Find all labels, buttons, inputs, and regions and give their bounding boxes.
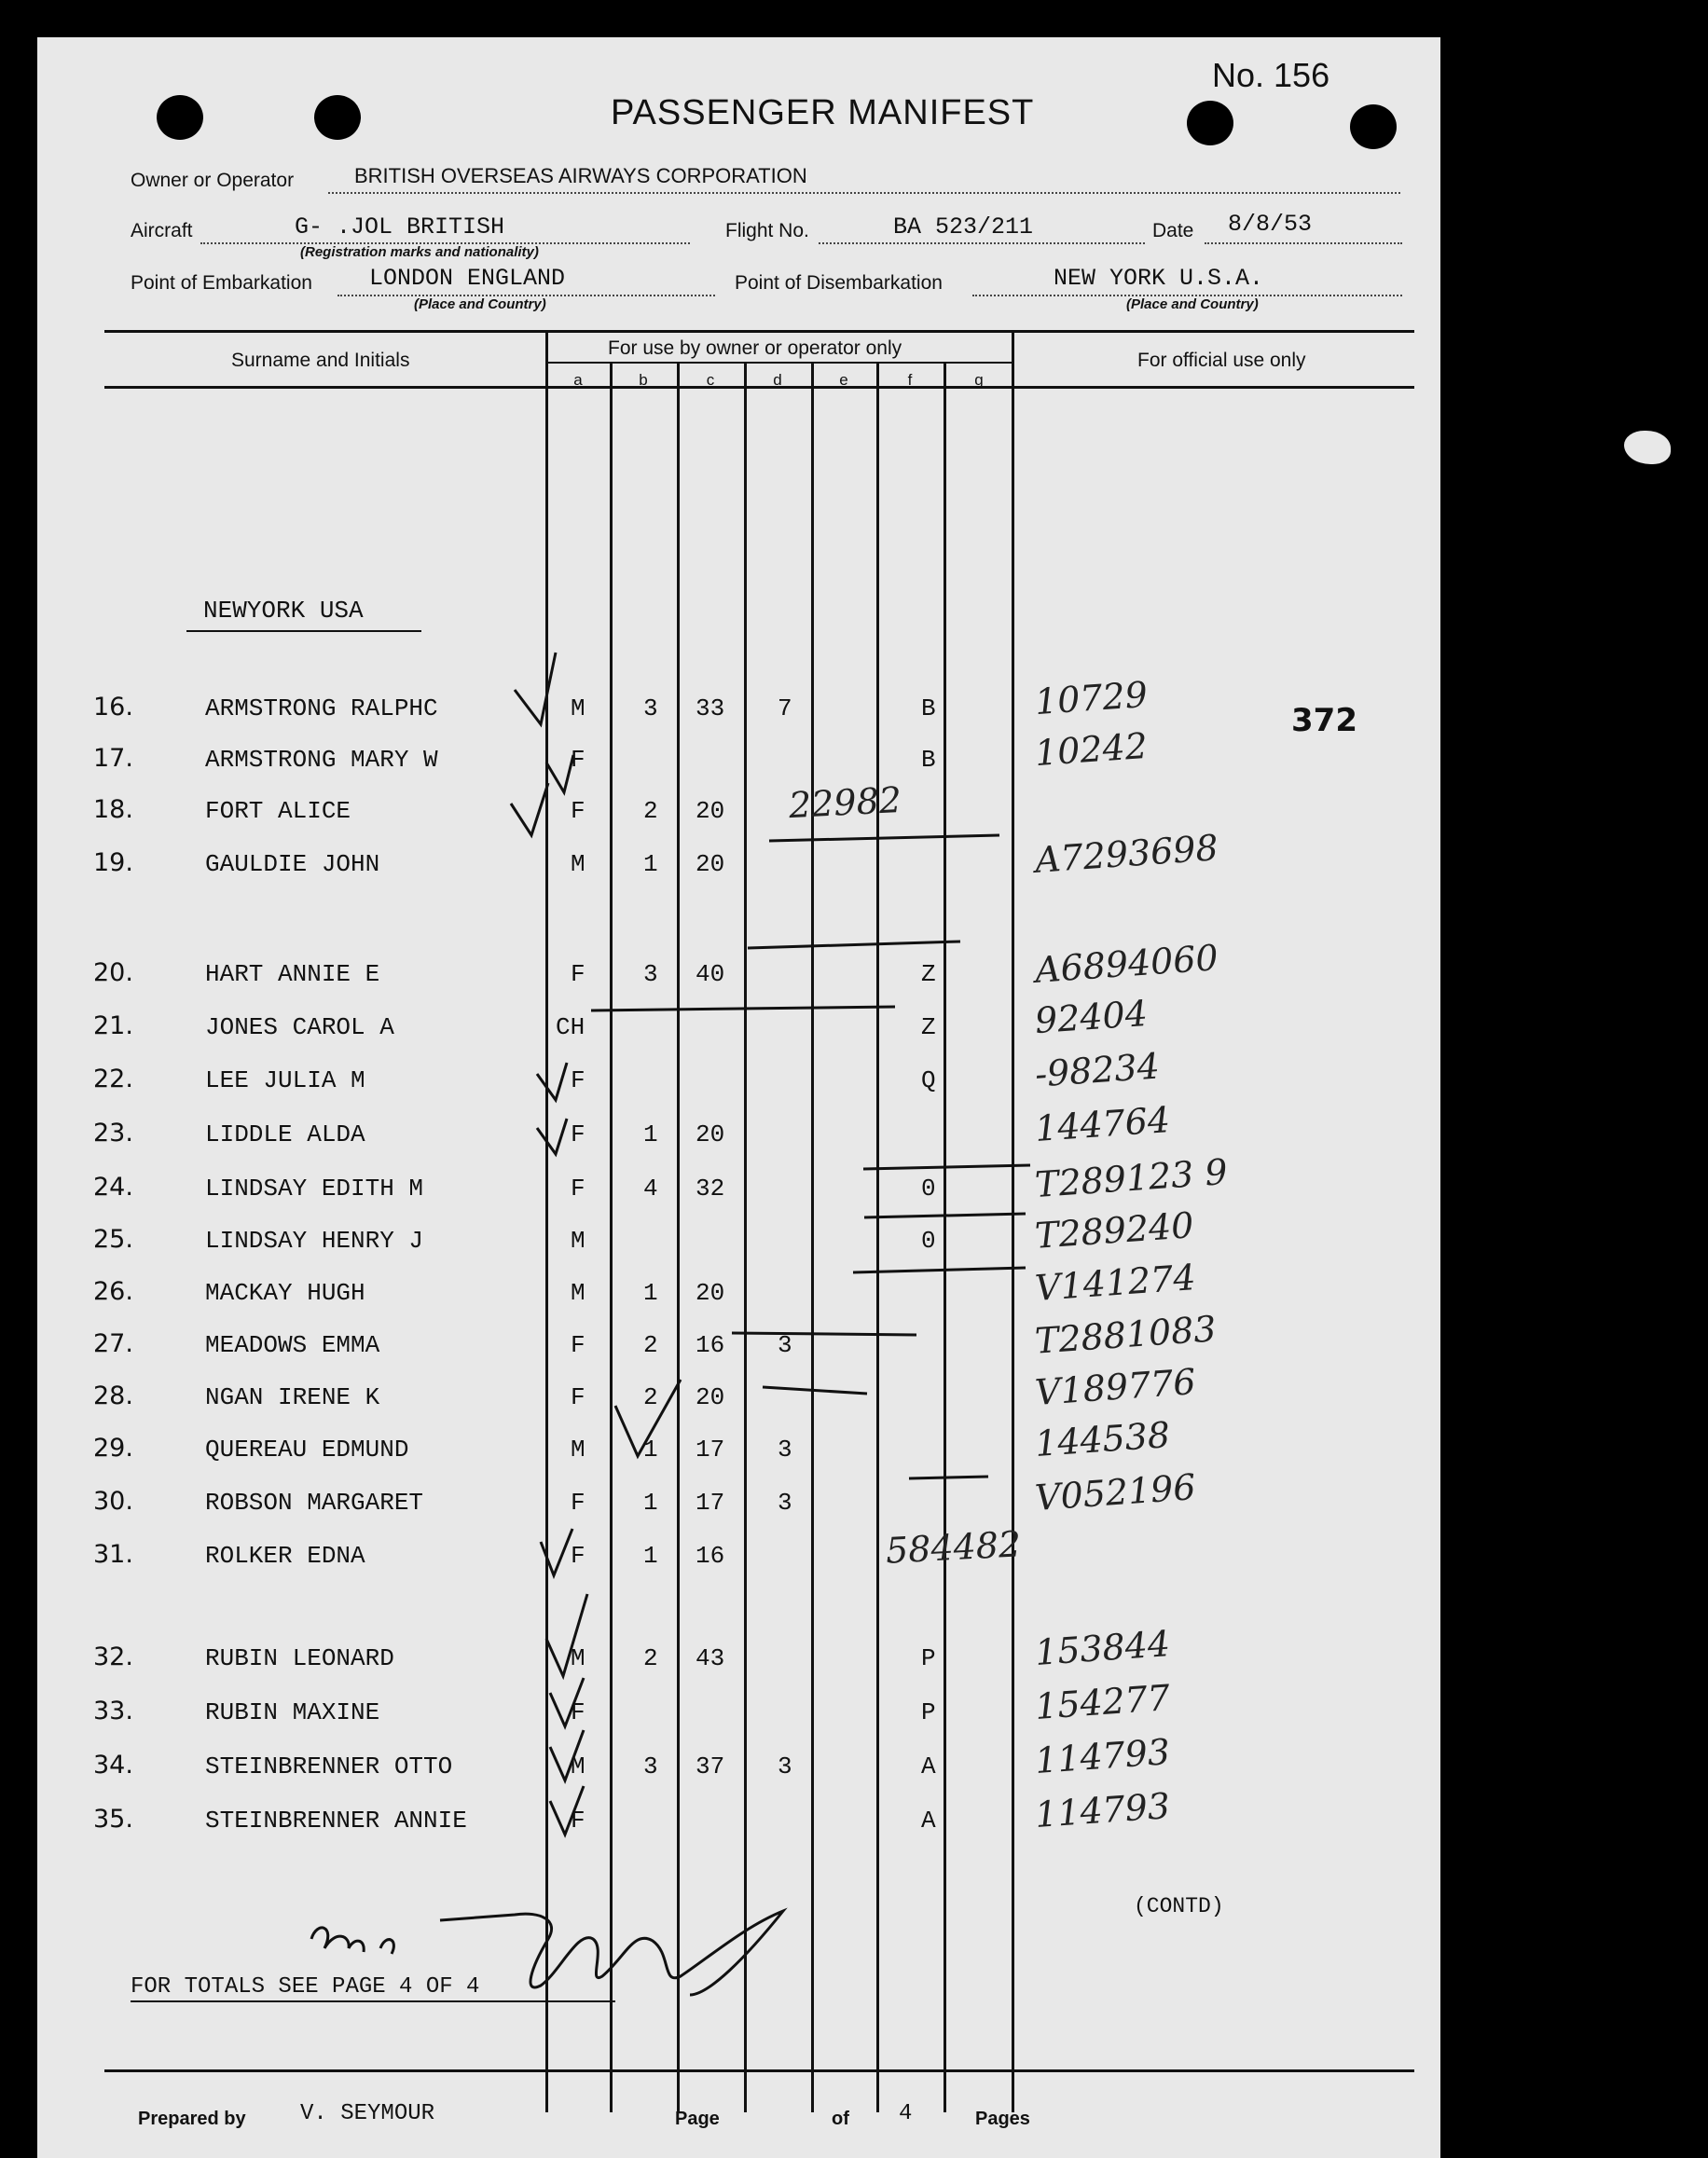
passenger-name: STEINBRENNER OTTO xyxy=(205,1753,453,1780)
page-label: Page xyxy=(675,2109,720,2129)
row-number: 28. xyxy=(93,1381,133,1410)
totals-note: FOR TOTALS SEE PAGE 4 OF 4 xyxy=(131,1974,480,2000)
embark-label: Point of Embarkation xyxy=(131,272,312,294)
row-number: 25. xyxy=(93,1225,133,1254)
date-label: Date xyxy=(1152,220,1194,241)
col-b-value: 2 xyxy=(643,1383,658,1411)
passenger-name: LEE JULIA M xyxy=(205,1066,365,1094)
manifest-sheet xyxy=(37,37,1440,2158)
pages-label: Pages xyxy=(975,2109,1030,2129)
row-number: 22. xyxy=(93,1065,133,1093)
sex-code: F xyxy=(571,746,585,774)
col-c-value: 17 xyxy=(696,1489,725,1517)
sex-code: F xyxy=(571,1489,585,1517)
official-number: 114793 xyxy=(1033,1784,1172,1836)
col-b-value: 2 xyxy=(643,1331,658,1359)
col-f-value: Z xyxy=(921,960,936,988)
official-number: A6894060 xyxy=(1033,937,1219,991)
owner-value: BRITISH OVERSEAS AIRWAYS CORPORATION xyxy=(354,164,807,187)
col-c-value: 37 xyxy=(696,1753,725,1780)
embark-value: LONDON ENGLAND xyxy=(369,265,566,292)
document-title: PASSENGER MANIFEST xyxy=(611,93,1035,132)
sex-code: F xyxy=(571,1175,585,1203)
col-c-value: 33 xyxy=(696,694,725,722)
col-name-header: Surname and Initials xyxy=(231,350,410,371)
row-number: 16. xyxy=(93,693,133,722)
passenger-name: STEINBRENNER ANNIE xyxy=(205,1807,467,1835)
official-number: V052196 xyxy=(1033,1466,1197,1519)
disembark-hint: (Place and Country) xyxy=(1126,296,1259,312)
col-f-value: A xyxy=(921,1753,936,1780)
row-number: 21. xyxy=(93,1011,133,1040)
passenger-name: JONES CAROL A xyxy=(205,1013,394,1041)
passenger-name: NGAN IRENE K xyxy=(205,1383,380,1411)
official-number: 144764 xyxy=(1033,1098,1172,1150)
col-c-value: 43 xyxy=(696,1644,725,1672)
handwritten-number: 22982 xyxy=(787,778,902,827)
official-number: 144538 xyxy=(1033,1413,1172,1465)
passenger-name: ARMSTRONG RALPHC xyxy=(205,694,438,722)
row-number: 27. xyxy=(93,1329,133,1358)
row-number: 35. xyxy=(93,1805,133,1834)
col-d-value: 3 xyxy=(778,1436,792,1464)
official-number: V189776 xyxy=(1033,1361,1197,1413)
official-number: A7293698 xyxy=(1033,827,1219,881)
official-number: 154277 xyxy=(1033,1676,1172,1728)
col-b-value: 3 xyxy=(643,1753,658,1780)
col-b-value: 1 xyxy=(643,1120,658,1148)
handwritten-number: 584482 xyxy=(884,1523,1023,1572)
passenger-name: LINDSAY HENRY J xyxy=(205,1227,424,1255)
official-number: -98234 xyxy=(1033,1045,1162,1095)
row-number: 33. xyxy=(93,1697,133,1725)
col-b-value: 2 xyxy=(643,1644,658,1672)
col-owner-header: For use by owner or operator only xyxy=(608,337,902,359)
official-number: 10729 xyxy=(1033,673,1150,723)
row-number: 24. xyxy=(93,1173,133,1202)
col-b-value: 1 xyxy=(643,1436,658,1464)
of-label: of xyxy=(832,2109,849,2129)
official-number: T289240 xyxy=(1033,1204,1195,1257)
passenger-name: FORT ALICE xyxy=(205,797,351,825)
col-b-value: 1 xyxy=(643,850,658,878)
sex-code: M xyxy=(571,1227,585,1255)
sub-column-header: g xyxy=(974,371,984,389)
punch-hole-icon xyxy=(314,95,361,140)
col-c-value: 20 xyxy=(696,850,725,878)
col-b-value: 2 xyxy=(643,797,658,825)
row-number: 18. xyxy=(93,795,133,824)
col-official-header: For official use only xyxy=(1137,350,1306,371)
row-number: 34. xyxy=(93,1751,133,1780)
sex-code: F xyxy=(571,797,585,825)
col-d-value: 3 xyxy=(778,1753,792,1780)
col-c-value: 20 xyxy=(696,1383,725,1411)
punch-hole-icon xyxy=(1350,104,1397,149)
aircraft-label: Aircraft xyxy=(131,220,193,241)
sex-code: F xyxy=(571,1383,585,1411)
row-number: 31. xyxy=(93,1540,133,1569)
owner-label: Owner or Operator xyxy=(131,170,295,191)
prepared-value: V. SEYMOUR xyxy=(300,2101,435,2126)
col-b-value: 1 xyxy=(643,1489,658,1517)
official-number: 92404 xyxy=(1033,992,1150,1042)
row-number: 30. xyxy=(93,1487,133,1516)
col-b-value: 4 xyxy=(643,1175,658,1203)
passenger-name: ROBSON MARGARET xyxy=(205,1489,424,1517)
passenger-name: HART ANNIE E xyxy=(205,960,380,988)
sex-code: M xyxy=(571,1436,585,1464)
sub-column-header: d xyxy=(773,371,782,389)
col-c-value: 16 xyxy=(696,1542,725,1570)
sub-column-header: a xyxy=(573,371,583,389)
embark-hint: (Place and Country) xyxy=(414,296,546,312)
sex-code: F xyxy=(571,1066,585,1094)
col-b-value: 1 xyxy=(643,1542,658,1570)
sex-code: F xyxy=(571,1807,585,1835)
official-number: V141274 xyxy=(1033,1257,1197,1309)
col-f-value: 0 xyxy=(921,1227,936,1255)
sex-code: M xyxy=(571,1644,585,1672)
col-f-value: B xyxy=(921,746,936,774)
sex-code: F xyxy=(571,960,585,988)
document-number: No. 156 xyxy=(1212,56,1330,94)
col-f-value: Z xyxy=(921,1013,936,1041)
sex-code: F xyxy=(571,1120,585,1148)
passenger-name: ROLKER EDNA xyxy=(205,1542,365,1570)
sub-column-header: b xyxy=(639,371,648,389)
col-b-value: 3 xyxy=(643,694,658,722)
row-number: 19. xyxy=(93,848,133,877)
row-number: 17. xyxy=(93,744,133,773)
row-number: 26. xyxy=(93,1277,133,1306)
sub-column-header: c xyxy=(706,371,715,389)
sex-code: M xyxy=(571,1279,585,1307)
col-c-value: 40 xyxy=(696,960,725,988)
passenger-name: LIDDLE ALDA xyxy=(205,1120,365,1148)
punch-hole-icon xyxy=(157,95,203,140)
sex-code: F xyxy=(571,1698,585,1726)
passenger-name: MACKAY HUGH xyxy=(205,1279,365,1307)
col-c-value: 17 xyxy=(696,1436,725,1464)
sub-column-header: e xyxy=(839,371,848,389)
col-c-value: 20 xyxy=(696,797,725,825)
disembark-label: Point of Disembarkation xyxy=(735,272,943,294)
sex-code: M xyxy=(571,1753,585,1780)
col-f-value: B xyxy=(921,694,936,722)
col-f-value: P xyxy=(921,1644,936,1672)
date-value: 8/8/53 xyxy=(1228,211,1313,238)
col-d-value: 3 xyxy=(778,1489,792,1517)
col-b-value: 3 xyxy=(643,960,658,988)
sex-code: M xyxy=(571,694,585,722)
official-number: T289123 9 xyxy=(1033,1150,1229,1206)
col-b-value: 1 xyxy=(643,1279,658,1307)
col-f-value: Q xyxy=(921,1066,936,1094)
col-c-value: 20 xyxy=(696,1120,725,1148)
sex-code: M xyxy=(571,850,585,878)
passenger-name: ARMSTRONG MARY W xyxy=(205,746,438,774)
row-number: 29. xyxy=(93,1434,133,1463)
col-c-value: 16 xyxy=(696,1331,725,1359)
sex-code: F xyxy=(571,1331,585,1359)
paper-fragment xyxy=(1624,431,1671,464)
of-value: 4 xyxy=(899,2101,913,2126)
stamp-number: 372 xyxy=(1291,702,1357,739)
punch-hole-icon xyxy=(1187,101,1233,145)
section-heading: NEWYORK USA xyxy=(203,597,364,625)
col-c-value: 32 xyxy=(696,1175,725,1203)
col-f-value: A xyxy=(921,1807,936,1835)
col-d-value: 7 xyxy=(778,694,792,722)
sub-column-header: f xyxy=(907,371,913,389)
passenger-name: RUBIN MAXINE xyxy=(205,1698,380,1726)
row-number: 20. xyxy=(93,958,133,987)
sex-code: F xyxy=(571,1542,585,1570)
flight-value: BA 523/211 xyxy=(893,213,1034,241)
flight-label: Flight No. xyxy=(725,220,809,241)
aircraft-value: G- .JOL BRITISH xyxy=(295,213,505,241)
contd-label: (CONTD) xyxy=(1134,1894,1224,1918)
disembark-value: NEW YORK U.S.A. xyxy=(1054,265,1264,292)
row-number: 23. xyxy=(93,1119,133,1148)
col-c-value: 20 xyxy=(696,1279,725,1307)
sex-code: CH xyxy=(556,1013,585,1041)
official-number: 10242 xyxy=(1033,724,1150,775)
official-number: 114793 xyxy=(1033,1730,1172,1782)
passenger-name: LINDSAY EDITH M xyxy=(205,1175,424,1203)
passenger-name: MEADOWS EMMA xyxy=(205,1331,380,1359)
col-f-value: 0 xyxy=(921,1175,936,1203)
aircraft-hint: (Registration marks and nationality) xyxy=(300,244,539,260)
passenger-name: RUBIN LEONARD xyxy=(205,1644,394,1672)
col-f-value: P xyxy=(921,1698,936,1726)
passenger-name: QUEREAU EDMUND xyxy=(205,1436,409,1464)
official-number: 153844 xyxy=(1033,1622,1172,1674)
official-number: T2881083 xyxy=(1033,1308,1218,1362)
prepared-label: Prepared by xyxy=(138,2109,246,2129)
col-d-value: 3 xyxy=(778,1331,792,1359)
row-number: 32. xyxy=(93,1643,133,1671)
passenger-name: GAULDIE JOHN xyxy=(205,850,380,878)
